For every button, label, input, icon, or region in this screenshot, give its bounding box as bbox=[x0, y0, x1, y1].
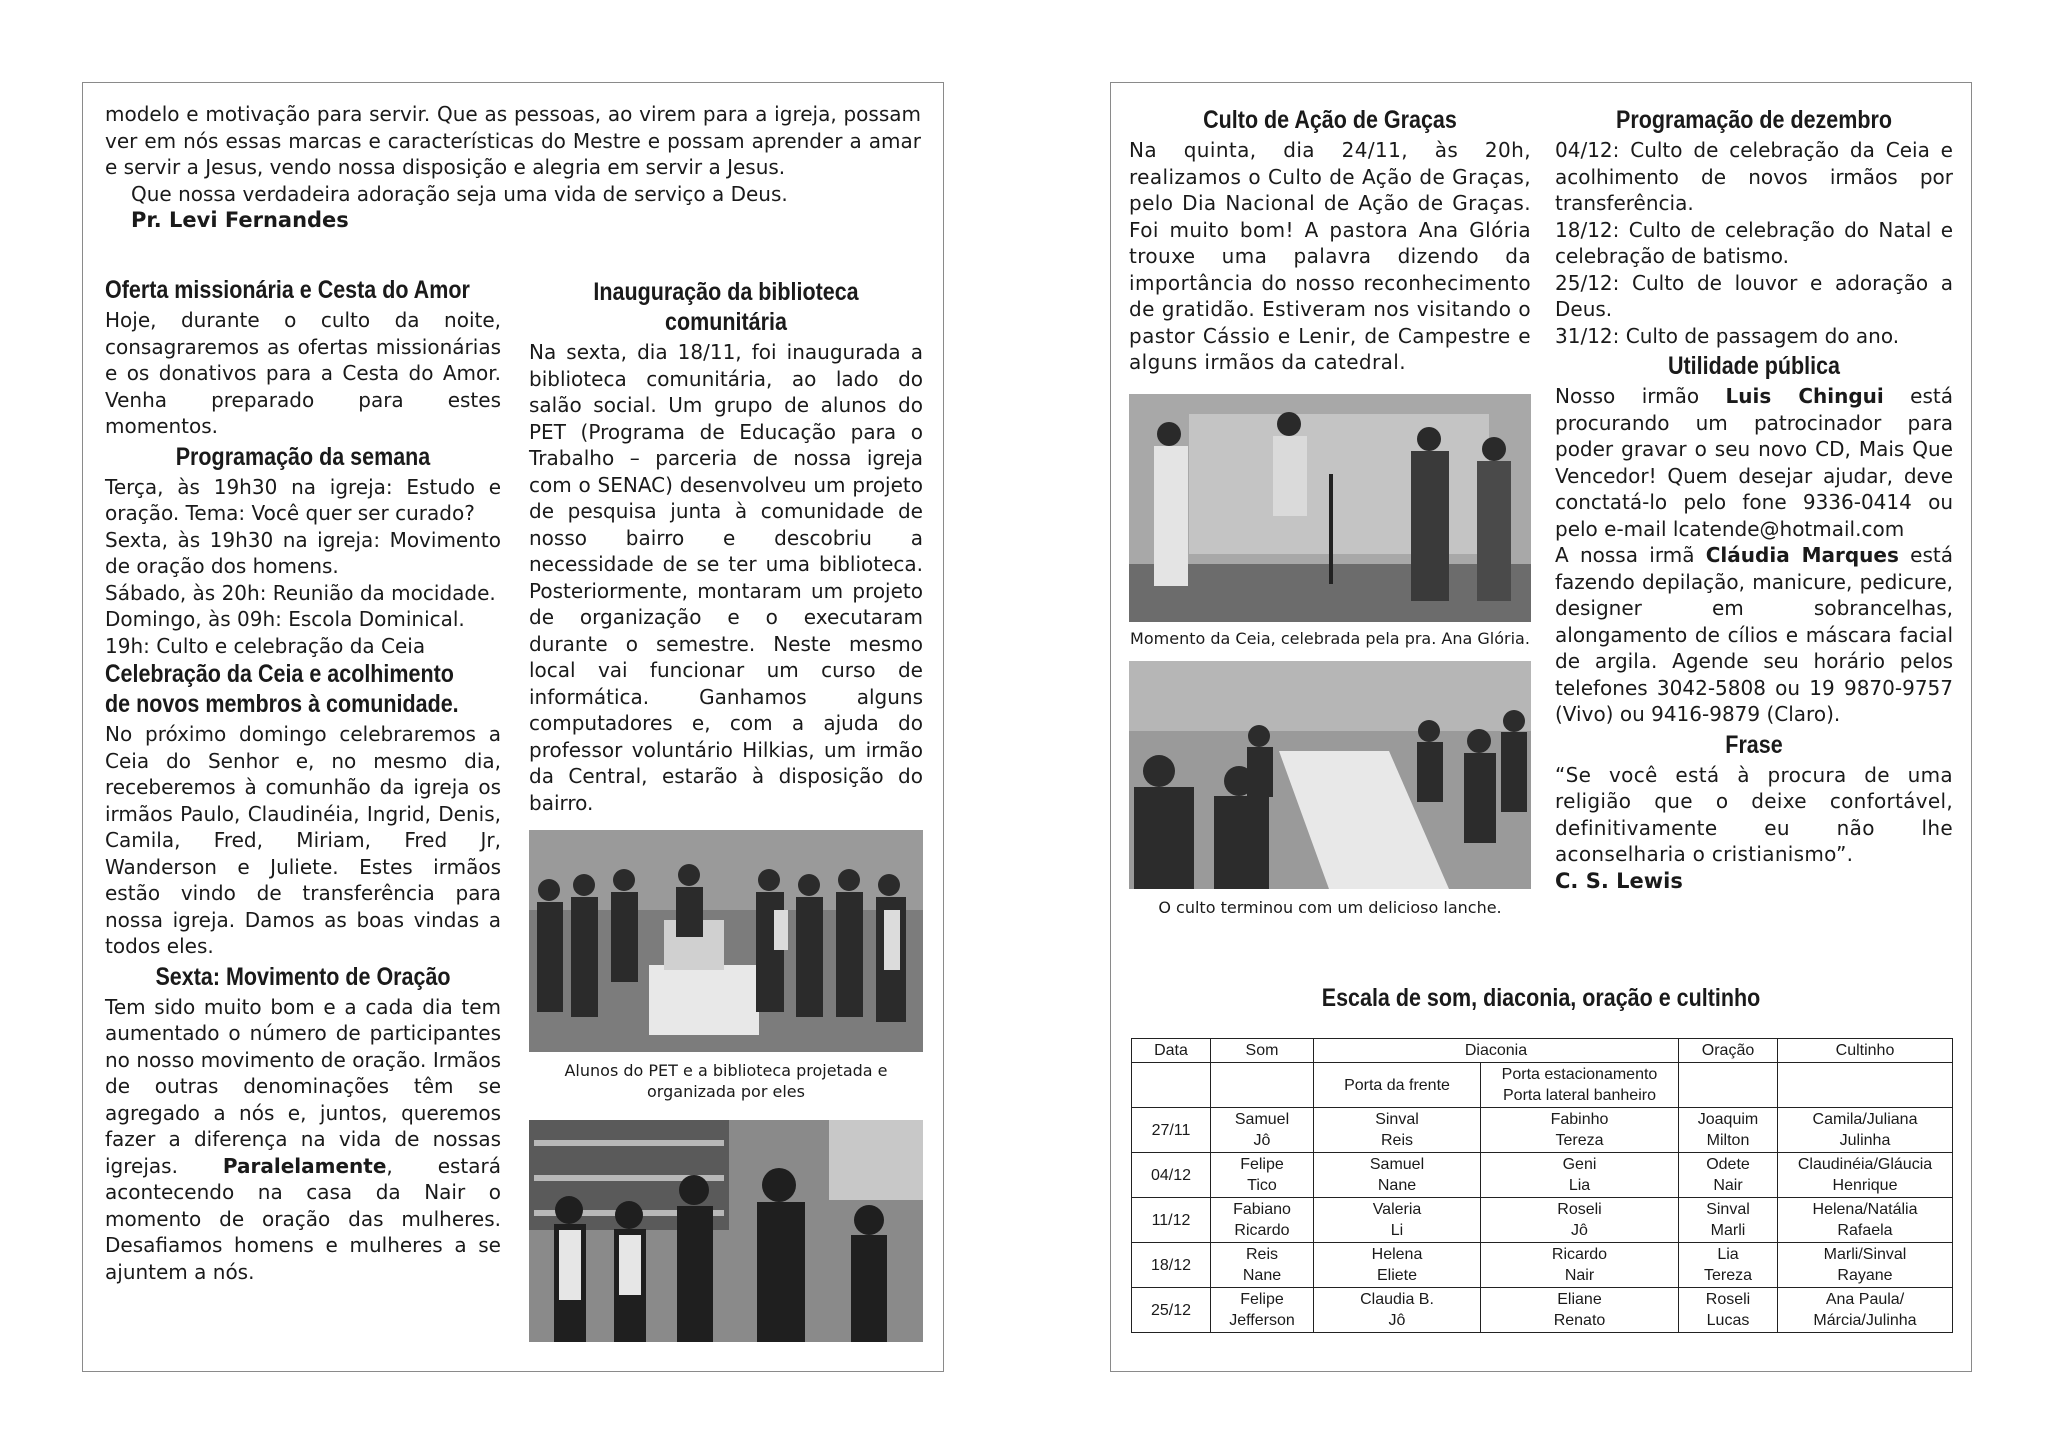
cell-som-line: Samuel bbox=[1234, 1111, 1290, 1128]
cell-oracao-line: Tereza bbox=[1703, 1267, 1753, 1284]
cell-date: 27/11 bbox=[1132, 1108, 1211, 1153]
ceia-title-line1: Celebração da Ceia e acolhimento bbox=[105, 660, 454, 688]
cell-oracao-line: Roseli bbox=[1705, 1291, 1751, 1308]
cell-porta-lateral-line: Jô bbox=[1571, 1222, 1588, 1239]
cell-cultinho-line: Marli/Sinval bbox=[1823, 1246, 1907, 1263]
oracao-text bbox=[105, 994, 501, 1286]
cell-porta-frente-line: Claudia B. bbox=[1360, 1291, 1434, 1308]
cell-porta-frente-line: Samuel bbox=[1369, 1156, 1425, 1173]
oferta-title: Oferta missionária e Cesta do Amor bbox=[105, 276, 470, 304]
left-column bbox=[105, 273, 501, 1285]
header-oracao: Oração bbox=[1679, 1039, 1778, 1063]
cell-porta-lateral-line: Ricardo bbox=[1551, 1246, 1608, 1263]
cell-som-line: Fabiano bbox=[1233, 1201, 1291, 1218]
left-page bbox=[82, 82, 944, 1372]
ceia-title-line2: de novos membros à comunidade. bbox=[105, 690, 459, 718]
cell-cultinho-line: Márcia/Julinha bbox=[1813, 1312, 1917, 1329]
header-data: Data bbox=[1132, 1039, 1211, 1063]
cell-som-line: Jô bbox=[1253, 1132, 1271, 1149]
cell-porta-lateral-line: Tereza bbox=[1555, 1132, 1604, 1149]
cell-oracao-line: Odete bbox=[1706, 1156, 1750, 1173]
subheader-portas bbox=[1481, 1063, 1679, 1108]
cell-oracao-line: Marli bbox=[1710, 1222, 1746, 1239]
cell-cultinho-line: Ana Paula/ bbox=[1825, 1291, 1905, 1308]
subheader-porta-lateral: Porta lateral banheiro bbox=[1503, 1087, 1656, 1104]
cell-som bbox=[1211, 1153, 1314, 1198]
cell-porta-lateral-line: Eliane bbox=[1557, 1291, 1602, 1308]
cell-som-line: Nane bbox=[1242, 1267, 1282, 1284]
semana-item: Terça, às 19h30 na igreja: Estudo e oração. Tema: Você quer ser curado? bbox=[105, 474, 501, 525]
cell-oracao-line: Nair bbox=[1713, 1177, 1743, 1194]
cell-porta-lateral bbox=[1481, 1288, 1679, 1333]
utilidade-p1-b: está procurando um patrocinador para poder gravar o seu novo CD, Mais Que Vencedor! Quem desejar ajudar, deve conctatá-lo pelo fone 9336-0414 ou pelo e-mail lcatende@hotmail.com bbox=[1555, 384, 1954, 541]
table-row bbox=[1132, 1108, 1953, 1153]
cell-porta-frente-line: Helena bbox=[1371, 1246, 1423, 1263]
table-row bbox=[1132, 1198, 1953, 1243]
cell-cultinho bbox=[1778, 1198, 1953, 1243]
cell-porta-frente bbox=[1314, 1153, 1481, 1198]
table-subheader-row bbox=[1132, 1063, 1953, 1108]
intro-closing: Que nossa verdadeira adoração seja uma vida de serviço a Deus. bbox=[131, 181, 788, 206]
cell-date: 04/12 bbox=[1132, 1153, 1211, 1198]
cell-cultinho bbox=[1778, 1288, 1953, 1333]
header-cultinho: Cultinho bbox=[1778, 1039, 1953, 1063]
table-row bbox=[1132, 1288, 1953, 1333]
frase-text: “Se você está à procura de uma religião que o deixe confortável, definitivamente eu não lhe aconselharia o cristianismo”. bbox=[1555, 762, 1953, 866]
semana-title: Programação da semana bbox=[175, 442, 431, 471]
intro-section bbox=[105, 101, 921, 234]
escala-title: Escala de som, diaconia, oração e cultinho bbox=[1321, 984, 1761, 1012]
ceia-photo-caption: Momento da Ceia, celebrada pela pra. Ana Glória. bbox=[1130, 628, 1530, 648]
cell-som-line: Jefferson bbox=[1229, 1312, 1295, 1329]
cell-oracao-line: Joaquim bbox=[1697, 1111, 1759, 1128]
frase-title: Frase bbox=[1725, 730, 1783, 759]
utilidade-paragraph-1 bbox=[1555, 383, 1953, 542]
utilidade-p2-a: A nossa irmã bbox=[1555, 543, 1706, 567]
cell-som-line: Felipe bbox=[1240, 1156, 1284, 1173]
cell-cultinho bbox=[1778, 1108, 1953, 1153]
cell-porta-lateral-line: Lia bbox=[1568, 1177, 1591, 1194]
culto-title: Culto de Ação de Graças bbox=[1203, 106, 1457, 134]
cell-som-line: Tico bbox=[1247, 1177, 1277, 1194]
cell-porta-lateral-line: Roseli bbox=[1557, 1201, 1602, 1218]
dezembro-item: 04/12: Culto de celebração da Ceia e acolhimento de novos irmãos por transferência. bbox=[1555, 138, 1953, 215]
semana-item: 19h: Culto e celebração da Ceia bbox=[105, 633, 426, 658]
dezembro-item: 31/12: Culto de passagem do ano. bbox=[1555, 323, 1900, 348]
cell-oracao-line: Lucas bbox=[1706, 1312, 1750, 1329]
cell-som-line: Reis bbox=[1245, 1246, 1278, 1263]
cell-porta-frente-line: Reis bbox=[1380, 1132, 1413, 1149]
cell-som bbox=[1211, 1108, 1314, 1153]
biblioteca-title-line2: comunitária bbox=[665, 308, 787, 336]
cell-porta-lateral-line: Renato bbox=[1553, 1312, 1606, 1329]
cell-porta-frente-line: Sinval bbox=[1375, 1111, 1419, 1128]
subheader-empty bbox=[1211, 1063, 1314, 1108]
subheader-empty bbox=[1778, 1063, 1953, 1108]
cell-som-line: Felipe bbox=[1240, 1291, 1284, 1308]
oracao-text-bold: Paralelamente bbox=[222, 1153, 387, 1178]
cell-porta-frente bbox=[1314, 1198, 1481, 1243]
cell-oracao bbox=[1679, 1288, 1778, 1333]
lanche-photo bbox=[1129, 661, 1531, 889]
utilidade-title: Utilidade pública bbox=[1667, 352, 1841, 380]
cell-oracao-line: Milton bbox=[1706, 1132, 1750, 1149]
header-diaconia: Diaconia bbox=[1314, 1039, 1679, 1063]
escala-table bbox=[1131, 1038, 1953, 1333]
signature: Pr. Levi Fernandes bbox=[131, 208, 349, 232]
cell-oracao-line: Sinval bbox=[1706, 1201, 1750, 1218]
cell-date: 18/12 bbox=[1132, 1243, 1211, 1288]
dezembro-item: 25/12: Culto de louvor e adoração a Deus. bbox=[1555, 270, 1953, 321]
cell-porta-frente-line: Valeria bbox=[1372, 1201, 1422, 1218]
subheader-porta-frente: Porta da frente bbox=[1314, 1063, 1481, 1108]
cell-porta-lateral-line: Fabinho bbox=[1550, 1111, 1609, 1128]
cell-porta-frente-line: Jô bbox=[1388, 1312, 1406, 1329]
utilidade-p1-name: Luis Chingui bbox=[1725, 384, 1884, 408]
cell-cultinho-line: Rayane bbox=[1837, 1267, 1893, 1284]
lanche-photo-caption: O culto terminou com um delicioso lanche. bbox=[1158, 897, 1502, 917]
subheader-porta-estacionamento: Porta estacionamento bbox=[1501, 1066, 1658, 1083]
biblioteca-text: Na sexta, dia 18/11, foi inaugurada a biblioteca comunitária, ao lado do salão social. Um grupo de alunos do PET (Programa de Educação para o Trabalho – parceria de nossa igreja com o SENAC) desenvolveu um projeto de pesquisa junta à comunidade de nosso bairro e descobriu a necessidade de se ter uma biblioteca. Posteriormente, montaram um projeto de organização e o executaram durante o semestre. Neste mesmo local vai funcionar um curso de informática. Ganhamos alguns computadores e, com a ajuda do professor voluntário Hilkias, um irmão da Central, estarão à disposição do bairro. bbox=[529, 340, 923, 815]
cell-cultinho-line: Rafaela bbox=[1837, 1222, 1893, 1239]
cell-cultinho-line: Julinha bbox=[1839, 1132, 1891, 1149]
culto-text: Na quinta, dia 24/11, às 20h, realizamos o Culto de Ação de Graças, pelo Dia Nacional de Ação de Graças. Foi muito bom! A pastora Ana Glória trouxe uma palavra dizendo da importância do nosso reconhecimento de gratidão. Estiveram nos visitando o pastor Cássio e Lenir, de Campestre e alguns irmãos da catedral. bbox=[1129, 138, 1531, 374]
cell-porta-lateral bbox=[1481, 1243, 1679, 1288]
dezembro-item: 18/12: Culto de celebração do Natal e celebração de batismo. bbox=[1555, 217, 1953, 268]
cell-oracao bbox=[1679, 1153, 1778, 1198]
cell-oracao bbox=[1679, 1108, 1778, 1153]
cell-cultinho bbox=[1778, 1153, 1953, 1198]
cell-cultinho-line: Henrique bbox=[1832, 1177, 1898, 1194]
cell-som bbox=[1211, 1243, 1314, 1288]
cell-som bbox=[1211, 1288, 1314, 1333]
header-som: Som bbox=[1211, 1039, 1314, 1063]
library-photo bbox=[529, 1120, 923, 1342]
ceia-photo bbox=[1129, 394, 1531, 622]
utilidade-paragraph-2 bbox=[1555, 542, 1953, 728]
utilidade-p1-a: Nosso irmão bbox=[1555, 384, 1726, 408]
cell-cultinho-line: Claudinéia/Gláucia bbox=[1797, 1156, 1933, 1173]
cell-som-line: Ricardo bbox=[1234, 1222, 1290, 1239]
cell-cultinho-line: Helena/Natália bbox=[1812, 1201, 1918, 1218]
oracao-text-b: , estará acontecendo na casa da Nair o momento de oração das mulheres. Desafiamos homens e mulheres a se ajuntem a nós. bbox=[105, 1153, 501, 1284]
escala-table-body bbox=[1132, 1108, 1953, 1333]
utilidade-p2-b: está fazendo depilação, manicure, pedicure, designer em sobrancelhas, alongamento de cílios e máscara facial de argila. Agende seu horário pelos telefones 3042-5808 ou 19 9870-9757 (Vivo) ou 9416-9879 (Claro). bbox=[1555, 543, 1953, 726]
cell-porta-frente bbox=[1314, 1243, 1481, 1288]
biblioteca-title-line1: Inauguração da biblioteca bbox=[593, 278, 859, 306]
cell-porta-lateral-line: Nair bbox=[1564, 1267, 1595, 1284]
cell-oracao-line: Lia bbox=[1717, 1246, 1739, 1263]
pet-photo-caption: Alunos do PET e a biblioteca projetada e organizada por eles bbox=[564, 1061, 888, 1101]
cell-oracao bbox=[1679, 1243, 1778, 1288]
oracao-title: Sexta: Movimento de Oração bbox=[155, 962, 451, 991]
intro-paragraph: modelo e motivação para servir. Que as pessoas, ao virem para a igreja, possam ver em nós essas marcas e características do Mestre e possam aprender a amar e servir a Jesus, vendo nossa disposição e alegria em servir a Jesus. bbox=[105, 102, 921, 179]
dezembro-title: Programação de dezembro bbox=[1615, 106, 1893, 134]
oferta-text: Hoje, durante o culto da noite, consagraremos as ofertas missionárias e os donativos para a Cesta do Amor. Venha preparado para estes momentos. bbox=[105, 308, 501, 438]
table-row bbox=[1132, 1153, 1953, 1198]
cell-date: 25/12 bbox=[1132, 1288, 1211, 1333]
semana-item: Domingo, às 09h: Escola Dominical. bbox=[105, 607, 465, 631]
utilidade-p2-name: Cláudia Marques bbox=[1705, 543, 1899, 567]
cell-porta-lateral bbox=[1481, 1108, 1679, 1153]
cell-cultinho-line: Camila/Juliana bbox=[1812, 1111, 1918, 1128]
cell-porta-lateral bbox=[1481, 1198, 1679, 1243]
pet-group-photo bbox=[529, 830, 923, 1052]
ceia-text: No próximo domingo celebraremos a Ceia do Senhor e, no mesmo dia, receberemos à comunhão da igreja os irmãos Paulo, Claudinéia, Ingrid, Denis, Camila, Fred, Miriam, Fred Jr, Wanderson e Juliete. Estes irmãos estão vindo de transferência para nossa igreja. Damos as boas vindas a todos eles. bbox=[105, 722, 501, 958]
subheader-empty bbox=[1132, 1063, 1211, 1108]
cell-porta-frente bbox=[1314, 1108, 1481, 1153]
cell-som bbox=[1211, 1198, 1314, 1243]
cell-porta-frente-line: Li bbox=[1390, 1222, 1404, 1239]
cell-porta-frente-line: Nane bbox=[1377, 1177, 1417, 1194]
culto-column bbox=[1129, 105, 1531, 918]
escala-title-wrap bbox=[1111, 981, 1971, 1015]
cell-porta-frente bbox=[1314, 1288, 1481, 1333]
semana-item: Sábado, às 20h: Reunião da mocidade. bbox=[105, 580, 496, 605]
cell-oracao bbox=[1679, 1198, 1778, 1243]
semana-item: Sexta, às 19h30 na igreja: Movimento de oração dos homens. bbox=[105, 527, 501, 578]
cell-porta-lateral-line: Geni bbox=[1562, 1156, 1597, 1173]
dezembro-column bbox=[1555, 105, 1953, 895]
subheader-empty bbox=[1679, 1063, 1778, 1108]
cell-porta-lateral bbox=[1481, 1153, 1679, 1198]
cell-cultinho bbox=[1778, 1243, 1953, 1288]
frase-author: C. S. Lewis bbox=[1555, 868, 1683, 893]
biblioteca-column bbox=[529, 273, 923, 1342]
cell-porta-frente-line: Eliete bbox=[1376, 1267, 1418, 1284]
right-page bbox=[1110, 82, 1972, 1372]
table-header-row bbox=[1132, 1039, 1953, 1063]
table-row bbox=[1132, 1243, 1953, 1288]
cell-date: 11/12 bbox=[1132, 1198, 1211, 1243]
oracao-text-a: Tem sido muito bom e a cada dia tem aumentado o número de participantes no nosso movimento de oração. Irmãos de outras denominações têm se agregado a nós e, juntos, queremos fazer a diferença na vida de nossas igrejas. bbox=[105, 994, 501, 1178]
